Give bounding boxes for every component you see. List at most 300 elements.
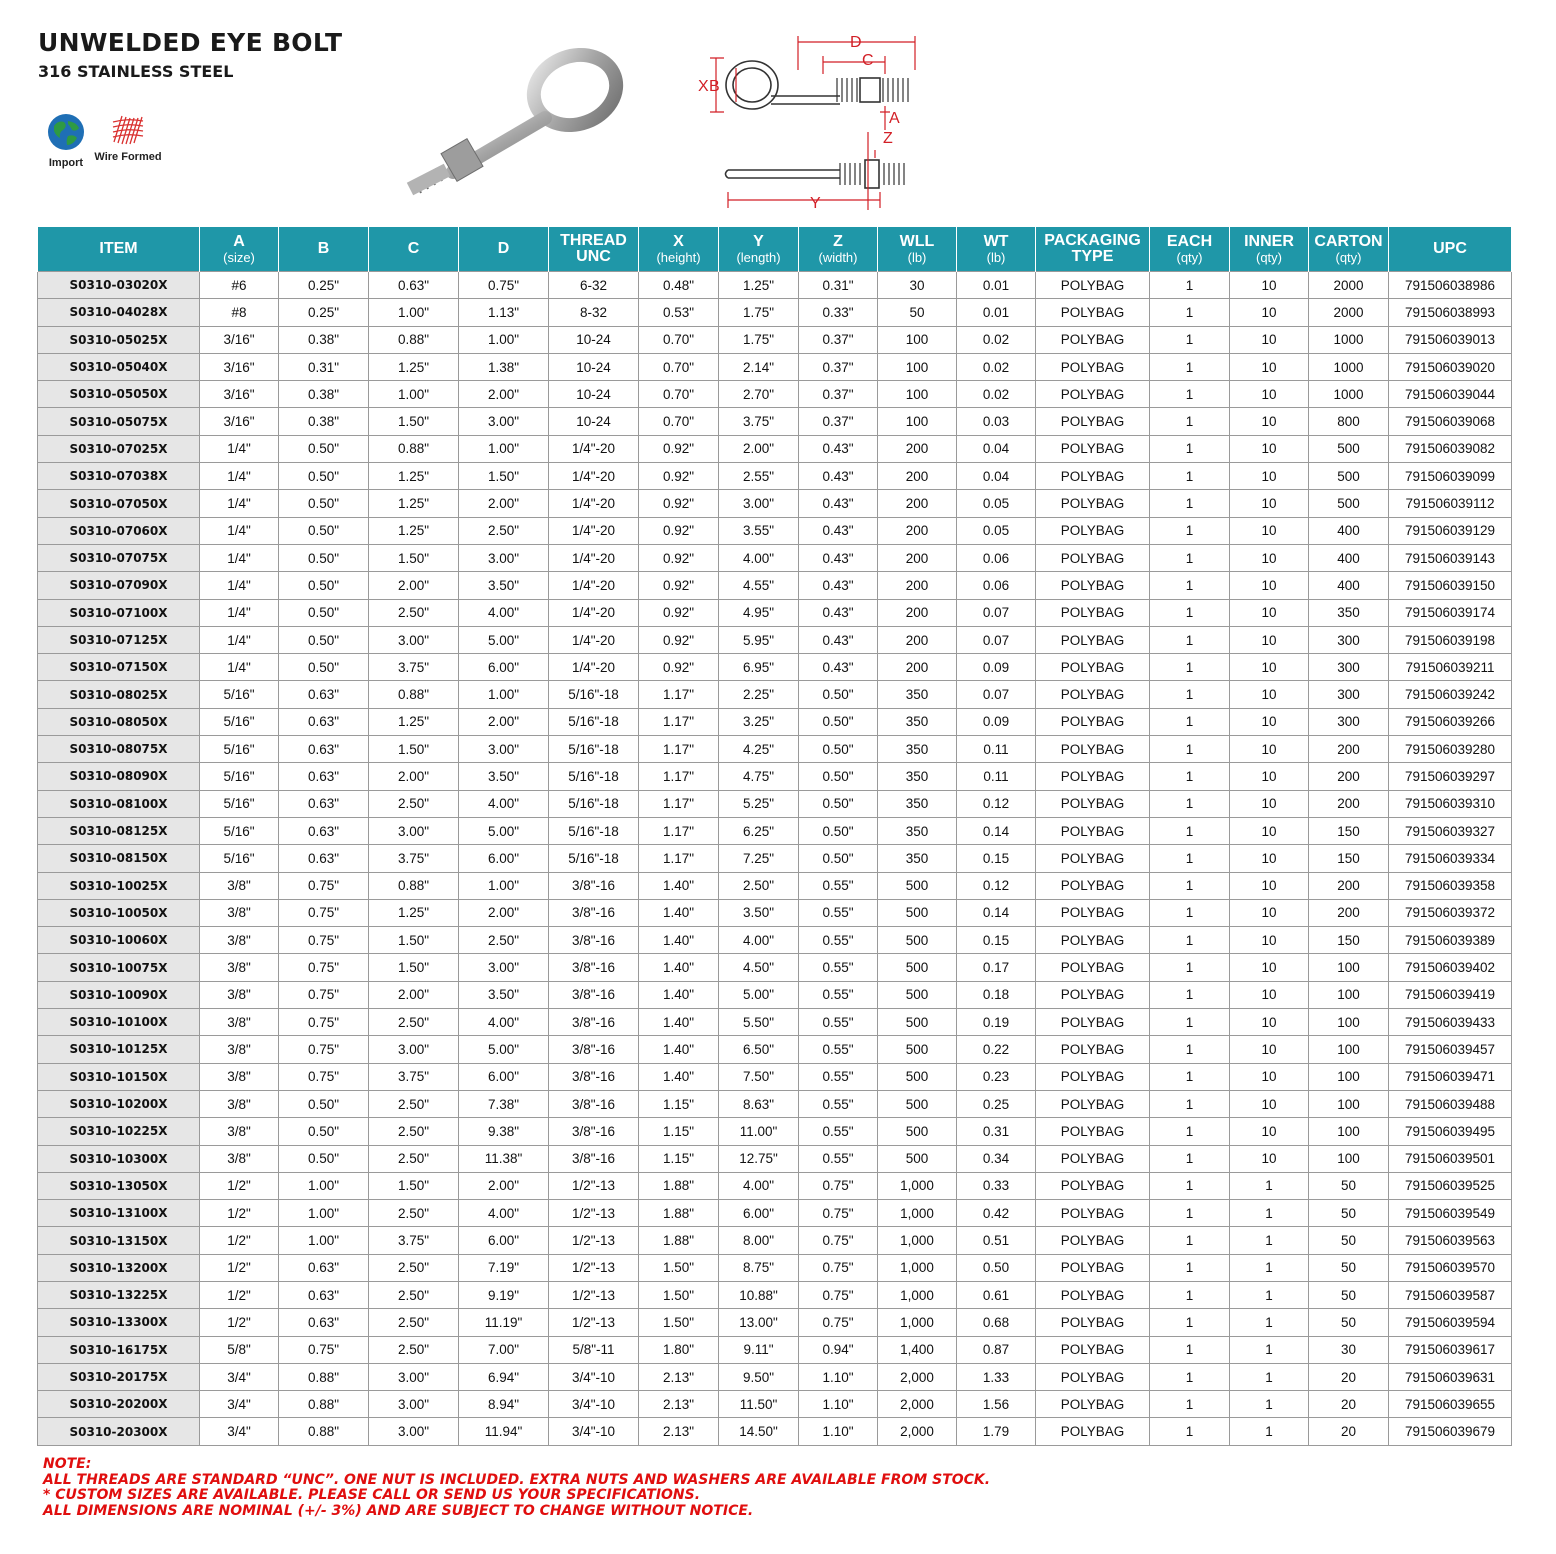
table-cell: 5/16"-18 [549,763,639,790]
table-cell: 1/4" [200,490,279,517]
table-cell: 1 [1230,1254,1309,1281]
item-number-cell: S0310-13150X [38,1227,200,1254]
table-cell: 0.55" [799,1009,878,1036]
table-cell: 500 [878,927,957,954]
table-cell: 2.14" [719,353,799,380]
table-cell: 791506039358 [1389,872,1512,899]
table-cell: 0.75" [279,1036,369,1063]
table-cell: 3.00" [369,1363,459,1390]
table-cell: 0.92" [639,517,719,544]
table-cell: 5/16"-18 [549,681,639,708]
item-number-cell: S0310-05075X [38,408,200,435]
table-cell: 2.50" [369,1336,459,1363]
table-cell: POLYBAG [1036,1363,1150,1390]
table-cell: 500 [878,1009,957,1036]
table-cell: 0.43" [799,463,878,490]
table-cell: 3/8"-16 [549,872,639,899]
table-row [38,1418,1512,1445]
table-cell: 1/4"-20 [549,599,639,626]
table-cell: 0.04 [957,435,1036,462]
table-cell: 0.75" [799,1200,878,1227]
table-row [38,736,1512,763]
table-cell: 2.25" [719,681,799,708]
table-cell: 1 [1230,1336,1309,1363]
table-cell: 1.10" [799,1391,878,1418]
table-cell: 0.70" [639,381,719,408]
table-cell: 2.50" [369,1254,459,1281]
table-cell: 2.50" [369,1309,459,1336]
table-cell: 1.88" [639,1227,719,1254]
table-cell: 3/4" [200,1363,279,1390]
table-cell: 50 [1309,1227,1389,1254]
table-cell: 0.50" [799,790,878,817]
item-number-cell: S0310-10100X [38,1009,200,1036]
table-row [38,1063,1512,1090]
table-cell: 2.00" [369,981,459,1008]
table-cell: 1.50" [639,1309,719,1336]
table-cell: 3/8"-16 [549,927,639,954]
table-cell: 791506039488 [1389,1090,1512,1117]
table-cell: 0.88" [369,326,459,353]
table-cell: 791506039525 [1389,1172,1512,1199]
table-cell: 30 [878,272,957,299]
table-cell: 0.03 [957,408,1036,435]
table-cell: 7.25" [719,845,799,872]
table-cell: 1 [1150,817,1230,844]
table-cell: 1.50" [369,544,459,571]
table-cell: 100 [878,408,957,435]
table-cell: 1.50" [369,736,459,763]
table-cell: 0.92" [639,435,719,462]
table-row [38,681,1512,708]
table-cell: 1 [1150,1172,1230,1199]
table-cell: 791506039471 [1389,1063,1512,1090]
table-cell: 1 [1150,954,1230,981]
table-cell: 1.17" [639,790,719,817]
table-cell: 0.63" [279,763,369,790]
dim-label-b: B [709,78,720,95]
table-row [38,1363,1512,1390]
table-cell: 8.75" [719,1254,799,1281]
table-cell: 0.55" [799,1063,878,1090]
table-cell: 1.15" [639,1145,719,1172]
item-number-cell: S0310-08090X [38,763,200,790]
table-cell: 1/4"-20 [549,572,639,599]
table-cell: 0.70" [639,326,719,353]
table-cell: 5.00" [459,817,549,844]
table-cell: 0.75" [279,1336,369,1363]
table-cell: 1 [1150,299,1230,326]
table-cell: 11.94" [459,1418,549,1445]
table-cell: 0.33 [957,1172,1036,1199]
table-row [38,1309,1512,1336]
table-cell: 1.10" [799,1363,878,1390]
table-cell: 1/2" [200,1281,279,1308]
table-row [38,872,1512,899]
table-cell: POLYBAG [1036,1281,1150,1308]
table-cell: 3.00" [369,817,459,844]
table-cell: 791506039143 [1389,544,1512,571]
table-cell: 0.75" [279,927,369,954]
table-cell: 4.75" [719,763,799,790]
table-cell: 0.02 [957,353,1036,380]
table-cell: 0.02 [957,381,1036,408]
table-cell: 5/8"-11 [549,1336,639,1363]
table-cell: 10 [1230,954,1309,981]
table-cell: POLYBAG [1036,708,1150,735]
table-cell: 2000 [1309,272,1389,299]
table-row [38,1391,1512,1418]
table-cell: 1.25" [369,353,459,380]
table-cell: 1.25" [369,899,459,926]
table-cell: 500 [878,1090,957,1117]
table-cell: 200 [878,626,957,653]
item-number-cell: S0310-10200X [38,1090,200,1117]
item-number-cell: S0310-10025X [38,872,200,899]
table-cell: 2000 [1309,299,1389,326]
table-cell: 5/16" [200,817,279,844]
table-cell: 791506039594 [1389,1309,1512,1336]
table-row [38,1172,1512,1199]
table-cell: POLYBAG [1036,1063,1150,1090]
table-cell: 1/2"-13 [549,1200,639,1227]
item-number-cell: S0310-04028X [38,299,200,326]
table-row [38,463,1512,490]
table-cell: 0.75" [279,872,369,899]
table-cell: 0.55" [799,872,878,899]
table-row [38,544,1512,571]
table-cell: 10 [1230,626,1309,653]
table-cell: 200 [878,654,957,681]
table-cell: 0.50" [279,463,369,490]
table-cell: 0.43" [799,490,878,517]
table-cell: 4.00" [459,599,549,626]
table-cell: 200 [878,517,957,544]
table-cell: 7.00" [459,1336,549,1363]
table-cell: 3/4" [200,1391,279,1418]
table-cell: 0.70" [639,408,719,435]
table-cell: 791506039655 [1389,1391,1512,1418]
import-label: Import [48,157,84,169]
table-cell: POLYBAG [1036,463,1150,490]
table-cell: 500 [878,1036,957,1063]
table-cell: 0.94" [799,1336,878,1363]
table-cell: POLYBAG [1036,1227,1150,1254]
dim-label-c: C [862,52,874,69]
table-cell: 1/2"-13 [549,1254,639,1281]
table-cell: 9.38" [459,1118,549,1145]
table-cell: POLYBAG [1036,845,1150,872]
table-cell: POLYBAG [1036,654,1150,681]
table-cell: 3/8"-16 [549,1036,639,1063]
table-cell: 1/2" [200,1227,279,1254]
table-cell: 0.02 [957,326,1036,353]
table-cell: 0.88" [279,1418,369,1445]
table-cell: 1 [1150,326,1230,353]
table-cell: POLYBAG [1036,1172,1150,1199]
table-cell: 11.38" [459,1145,549,1172]
table-cell: 2.50" [369,1200,459,1227]
table-cell: 50 [1309,1309,1389,1336]
table-cell: 10 [1230,1063,1309,1090]
item-number-cell: S0310-07090X [38,572,200,599]
table-cell: 2,000 [878,1363,957,1390]
table-cell: 0.50" [279,572,369,599]
table-cell: 1.79 [957,1418,1036,1445]
table-cell: POLYBAG [1036,517,1150,544]
table-cell: 791506039570 [1389,1254,1512,1281]
table-cell: 1 [1150,654,1230,681]
table-cell: 1/4" [200,517,279,544]
table-cell: 0.11 [957,736,1036,763]
table-cell: 1000 [1309,353,1389,380]
item-number-cell: S0310-10060X [38,927,200,954]
note-line: ALL DIMENSIONS ARE NOMINAL (+/- 3%) AND ARE SUBJECT TO CHANGE WITHOUT NOTICE. [43,1502,754,1519]
table-cell: 1/4"-20 [549,544,639,571]
table-cell: 500 [878,1118,957,1145]
table-cell: 791506039495 [1389,1118,1512,1145]
table-cell: 791506039433 [1389,1009,1512,1036]
table-cell: POLYBAG [1036,353,1150,380]
table-cell: 3/8" [200,1090,279,1117]
table-cell: 0.63" [279,736,369,763]
table-cell: 791506039013 [1389,326,1512,353]
table-cell: 9.50" [719,1363,799,1390]
table-row [38,517,1512,544]
table-cell: 791506039266 [1389,708,1512,735]
table-cell: 1 [1150,1118,1230,1145]
table-cell: 2.00" [459,381,549,408]
table-cell: 4.00" [719,927,799,954]
table-cell: 350 [878,736,957,763]
table-cell: 2.00" [369,572,459,599]
item-number-cell: S0310-08150X [38,845,200,872]
table-row [38,408,1512,435]
table-cell: 1/2"-13 [549,1227,639,1254]
table-cell: 100 [1309,1009,1389,1036]
table-cell: 50 [1309,1172,1389,1199]
table-cell: 3/16" [200,381,279,408]
table-cell: 1.00" [459,435,549,462]
table-cell: 791506039174 [1389,599,1512,626]
table-row [38,1118,1512,1145]
table-cell: POLYBAG [1036,572,1150,599]
table-cell: 3.75" [369,1227,459,1254]
table-cell: 3/8"-16 [549,981,639,1008]
table-cell: 1 [1150,599,1230,626]
table-cell: 791506039242 [1389,681,1512,708]
table-cell: 4.25" [719,736,799,763]
table-cell: 3/8"-16 [549,1118,639,1145]
table-cell: 4.95" [719,599,799,626]
table-cell: 1,000 [878,1281,957,1308]
table-cell: 1 [1150,353,1230,380]
table-cell: 3.00" [459,954,549,981]
header-cell: B [279,227,369,272]
dim-label-d: D [850,34,862,51]
table-cell: 1 [1150,1363,1230,1390]
table-cell: 2.13" [639,1363,719,1390]
item-number-cell: S0310-10150X [38,1063,200,1090]
table-cell: 791506039310 [1389,790,1512,817]
table-cell: 2.00" [459,708,549,735]
table-cell: 300 [1309,654,1389,681]
table-cell: 6.00" [459,654,549,681]
table-cell: POLYBAG [1036,736,1150,763]
table-cell: 6.00" [459,845,549,872]
table-cell: 11.00" [719,1118,799,1145]
table-cell: 0.55" [799,1090,878,1117]
table-row [38,381,1512,408]
table-cell: 500 [878,1145,957,1172]
table-cell: 2.50" [719,872,799,899]
table-cell: 50 [1309,1200,1389,1227]
table-cell: 1/4"-20 [549,435,639,462]
table-cell: 3/16" [200,408,279,435]
table-cell: 1 [1230,1363,1309,1390]
table-cell: 1 [1150,1254,1230,1281]
table-cell: 1.17" [639,845,719,872]
table-cell: 0.07 [957,599,1036,626]
table-cell: 791506039068 [1389,408,1512,435]
table-cell: 5.25" [719,790,799,817]
table-cell: 0.43" [799,626,878,653]
table-cell: 2.50" [369,1145,459,1172]
table-cell: POLYBAG [1036,817,1150,844]
table-cell: 3/8"-16 [549,1145,639,1172]
table-cell: 10 [1230,1118,1309,1145]
table-cell: 1.25" [719,272,799,299]
header-cell: D [459,227,549,272]
table-cell: 200 [878,599,957,626]
table-cell: 0.07 [957,681,1036,708]
table-cell: 0.92" [639,626,719,653]
table-cell: 13.00" [719,1309,799,1336]
table-cell: 1/2" [200,1309,279,1336]
header-cell: EACH (qty) [1150,227,1230,272]
item-number-cell: S0310-05025X [38,326,200,353]
header-cell: UPC [1389,227,1512,272]
item-number-cell: S0310-03020X [38,272,200,299]
table-cell: 0.31 [957,1118,1036,1145]
item-number-cell: S0310-20175X [38,1363,200,1390]
table-cell: 0.09 [957,654,1036,681]
table-cell: 2.00" [719,435,799,462]
table-cell: 0.43" [799,572,878,599]
table-cell: 0.50" [279,517,369,544]
table-cell: 10 [1230,1145,1309,1172]
table-cell: 1.50" [369,408,459,435]
table-cell: 12.75" [719,1145,799,1172]
table-cell: 1 [1230,1200,1309,1227]
table-cell: 8.63" [719,1090,799,1117]
table-cell: 0.38" [279,326,369,353]
table-cell: 1.00" [369,299,459,326]
table-cell: 1 [1150,1309,1230,1336]
table-cell: 1.88" [639,1200,719,1227]
table-cell: 1 [1150,1145,1230,1172]
table-cell: 500 [878,981,957,1008]
table-cell: POLYBAG [1036,1336,1150,1363]
table-cell: 0.18 [957,981,1036,1008]
table-cell: 791506039631 [1389,1363,1512,1390]
table-cell: 0.55" [799,1036,878,1063]
table-cell: 150 [1309,927,1389,954]
table-cell: 10 [1230,872,1309,899]
table-cell: 0.75" [279,1009,369,1036]
table-cell: 350 [878,708,957,735]
table-cell: 10 [1230,1009,1309,1036]
table-cell: 1 [1150,1418,1230,1445]
table-cell: 0.75" [799,1309,878,1336]
table-cell: 791506039020 [1389,353,1512,380]
table-cell: 20 [1309,1391,1389,1418]
table-cell: 1/4" [200,463,279,490]
table-cell: 1/4"-20 [549,626,639,653]
table-cell: 1 [1150,435,1230,462]
table-cell: POLYBAG [1036,1200,1150,1227]
table-cell: 1 [1150,463,1230,490]
table-cell: 10.88" [719,1281,799,1308]
table-cell: 10-24 [549,408,639,435]
table-cell: POLYBAG [1036,1145,1150,1172]
table-cell: 10 [1230,572,1309,599]
table-cell: 11.19" [459,1309,549,1336]
table-row [38,1200,1512,1227]
table-cell: 0.50" [279,626,369,653]
table-cell: POLYBAG [1036,872,1150,899]
table-cell: 791506038986 [1389,272,1512,299]
table-cell: 1.00" [279,1227,369,1254]
table-cell: 100 [878,381,957,408]
table-cell: 2,000 [878,1391,957,1418]
table-cell: 10 [1230,272,1309,299]
table-cell: 0.43" [799,544,878,571]
table-cell: 1.13" [459,299,549,326]
table-cell: 791506039457 [1389,1036,1512,1063]
table-row [38,626,1512,653]
table-cell: 0.43" [799,517,878,544]
table-cell: 2,000 [878,1418,957,1445]
table-cell: 791506039099 [1389,463,1512,490]
table-cell: 0.55" [799,1145,878,1172]
table-cell: POLYBAG [1036,1254,1150,1281]
notes-block [43,1457,990,1519]
dim-label-a: A [889,110,900,127]
table-cell: 3/8"-16 [549,1063,639,1090]
table-cell: 3/8"-16 [549,1090,639,1117]
table-cell: 0.15 [957,845,1036,872]
header-cell: WT (lb) [957,227,1036,272]
table-cell: 200 [878,572,957,599]
table-cell: 50 [878,299,957,326]
table-cell: 6-32 [549,272,639,299]
table-cell: 1 [1150,1036,1230,1063]
item-number-cell: S0310-08025X [38,681,200,708]
table-cell: 5/16"-18 [549,845,639,872]
table-cell: 0.05 [957,490,1036,517]
table-cell: 0.50" [279,1118,369,1145]
table-cell: 3.00" [459,544,549,571]
table-cell: 1.25" [369,490,459,517]
table-cell: 791506039129 [1389,517,1512,544]
table-row [38,299,1512,326]
table-cell: 500 [878,1063,957,1090]
table-cell: 1.15" [639,1090,719,1117]
table-cell: 2.70" [719,381,799,408]
table-cell: 791506039112 [1389,490,1512,517]
table-cell: 0.55" [799,954,878,981]
